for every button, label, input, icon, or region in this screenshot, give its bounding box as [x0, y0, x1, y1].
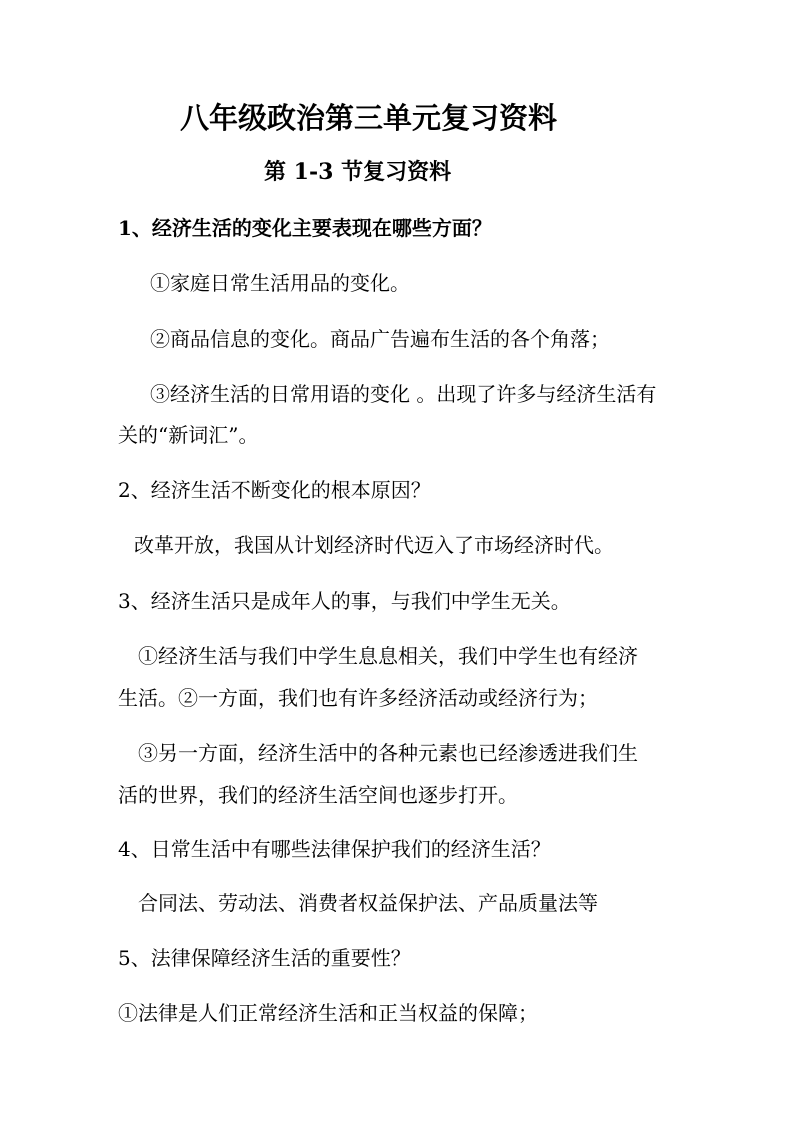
answer-line: ③经济生活的日常用语的变化 。出现了许多与经济生活有: [150, 382, 657, 406]
answer-line: 合同法、劳动法、消费者权益保护法、产品质量法等: [138, 891, 598, 915]
question-3: 3、经济生活只是成年人的事，与我们中学生无关。: [118, 589, 571, 613]
answer-line: ①家庭日常生活用品的变化。: [150, 271, 410, 295]
answer-line: ①经济生活与我们中学生息息相关，我们中学生也有经济: [138, 644, 638, 668]
answer-line: ②商品信息的变化。商品广告遍布生活的各个角落；: [150, 327, 610, 351]
answer-line: 生活。②一方面，我们也有许多经济活动或经济行为；: [118, 686, 598, 710]
question-1: 1、经济生活的变化主要表现在哪些方面？: [118, 216, 492, 240]
answer-line: ③另一方面，经济生活中的各种元素也已经渗透进我们生: [138, 741, 638, 765]
question-2: 2、经济生活不断变化的根本原因？: [118, 478, 431, 502]
answer-line: 关的“新词汇”。: [118, 423, 259, 447]
document-subtitle: 第 1-3 节复习资料: [264, 159, 452, 185]
answer-line: 改革开放，我国从计划经济时代迈入了市场经济时代。: [134, 533, 614, 557]
answer-line: ①法律是人们正常经济生活和正当权益的保障；: [118, 1001, 538, 1025]
answer-line: 活的世界，我们的经济生活空间也逐步打开。: [118, 783, 518, 807]
question-4: 4、日常生活中有哪些法律保护我们的经济生活？: [118, 837, 551, 861]
document-title: 八年级政治第三单元复习资料: [180, 101, 558, 135]
question-5: 5、法律保障经济生活的重要性？: [118, 946, 411, 970]
